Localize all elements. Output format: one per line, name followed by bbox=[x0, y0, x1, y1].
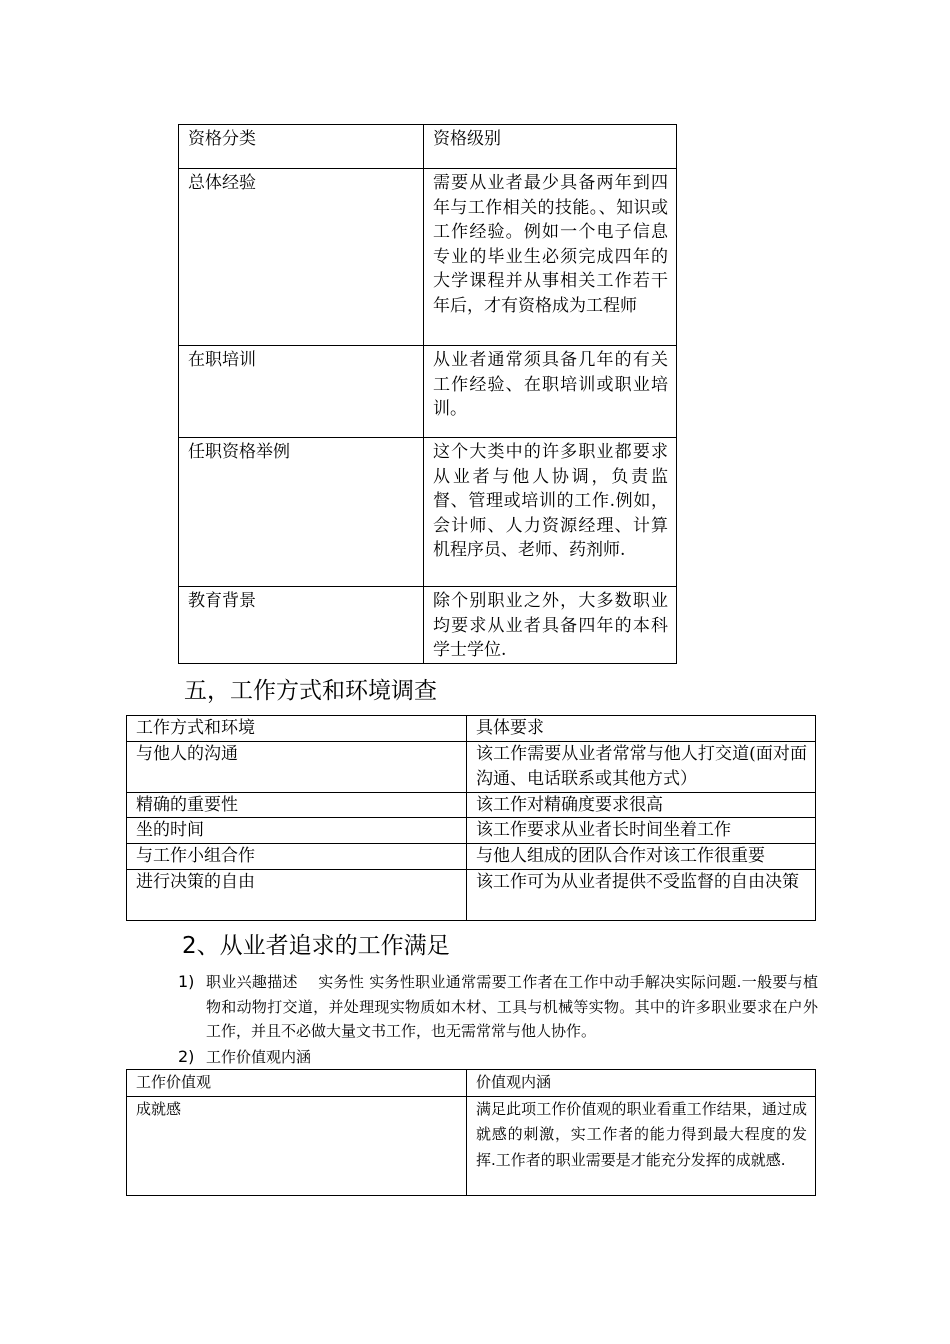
table-header-cell bbox=[127, 1070, 467, 1097]
table-cell bbox=[179, 169, 424, 346]
table-row bbox=[179, 169, 677, 346]
table-cell bbox=[467, 818, 816, 844]
table-header-row bbox=[127, 716, 816, 742]
table-header-cell bbox=[127, 716, 467, 742]
level-text: 从业者通常须具备几年的有关工作经验、在职培训或职业培训。 bbox=[433, 350, 668, 420]
table-cell bbox=[467, 1096, 816, 1195]
table-row bbox=[127, 869, 816, 920]
list-item-text: 职业兴趣描述 实务性 实务性职业通常需要工作者在工作中动手解决实际问题.一般要与植物和动物打交道，并处理现实物质如木材、工具与机械等实物。其中的许多职业要求在户外工作，并且不必做大量文书工作，也无需常常与他人协作。 bbox=[206, 973, 818, 1040]
table-cell bbox=[424, 346, 677, 438]
table-cell bbox=[424, 169, 677, 346]
table-cell bbox=[179, 346, 424, 438]
level-text: 这个大类中的许多职业都要求从业者与他人协调，负责监督、管理或培训的工作.例如，会计师、人力资源经理、计算机程序员、老师、药剂师. bbox=[433, 442, 668, 561]
list-item-number: 1) bbox=[178, 972, 195, 991]
item-text: 进行决策的自由 bbox=[136, 871, 255, 892]
value-text: 成就感 bbox=[136, 1099, 182, 1118]
header-value-meaning: 价值观内涵 bbox=[476, 1073, 552, 1091]
header-qualification-level: 资格级别 bbox=[433, 129, 501, 149]
requirement-text: 该工作需要从业者常常与他人打交道(面对面沟通、电话联系或其他方式） bbox=[476, 744, 807, 789]
header-work-style: 工作方式和环境 bbox=[136, 718, 255, 738]
table-header-cell bbox=[424, 125, 677, 169]
qualification-table bbox=[178, 124, 677, 664]
level-text: 除个别职业之外，大多数职业均要求从业者具备四年的本科学士学位. bbox=[433, 591, 668, 661]
table-header-cell bbox=[467, 716, 816, 742]
item-text: 与工作小组合作 bbox=[136, 846, 255, 867]
item-text: 精确的重要性 bbox=[136, 794, 238, 815]
list-item bbox=[178, 970, 818, 1044]
table-row bbox=[127, 742, 816, 793]
table-cell bbox=[424, 587, 677, 664]
category-text: 教育背景 bbox=[188, 591, 256, 611]
requirement-text: 该工作对精确度要求很高 bbox=[476, 794, 663, 815]
table-cell bbox=[424, 438, 677, 587]
table-cell bbox=[467, 844, 816, 870]
table-cell bbox=[127, 742, 467, 793]
table-row bbox=[127, 1096, 816, 1195]
item-text: 坐的时间 bbox=[136, 820, 204, 841]
table-row bbox=[179, 587, 677, 664]
table-row bbox=[127, 818, 816, 844]
table-header-cell bbox=[467, 1070, 816, 1097]
list-item-text: 工作价值观内涵 bbox=[206, 1048, 312, 1066]
item-text: 与他人的沟通 bbox=[136, 744, 238, 764]
table-row bbox=[127, 844, 816, 870]
table-cell bbox=[127, 1096, 467, 1195]
header-qualification-category: 资格分类 bbox=[188, 129, 256, 149]
table-cell bbox=[179, 438, 424, 587]
table-cell bbox=[467, 742, 816, 793]
section-5-heading: 五，工作方式和环境调查 bbox=[184, 678, 437, 704]
table-cell bbox=[467, 869, 816, 920]
section-2-heading: 2、从业者追求的工作满足 bbox=[182, 933, 450, 959]
category-text: 在职培训 bbox=[188, 350, 256, 370]
meaning-text: 满足此项工作价值观的职业看重工作结果，通过成就感的刺激，实工作者的能力得到最大程度的发挥.工作者的职业需要是才能充分发挥的成就感. bbox=[476, 1099, 807, 1169]
table-row bbox=[179, 346, 677, 438]
table-cell bbox=[127, 792, 467, 818]
requirement-text: 该工作可为从业者提供不受监督的自由决策 bbox=[476, 871, 799, 892]
requirement-text: 与他人组成的团队合作对该工作很重要 bbox=[476, 846, 765, 867]
header-requirement: 具体要求 bbox=[476, 718, 544, 738]
table-cell bbox=[127, 818, 467, 844]
category-text: 总体经验 bbox=[188, 173, 256, 193]
table-row bbox=[127, 792, 816, 818]
work-values-table bbox=[126, 1069, 816, 1196]
table-header-row bbox=[179, 125, 677, 169]
table-header-cell bbox=[179, 125, 424, 169]
table-row bbox=[179, 438, 677, 587]
list-item-number: 2) bbox=[178, 1047, 195, 1066]
list-item bbox=[178, 1045, 818, 1069]
table-cell bbox=[127, 869, 467, 920]
category-text: 任职资格举例 bbox=[188, 442, 290, 462]
requirement-text: 该工作要求从业者长时间坐着工作 bbox=[476, 820, 731, 841]
work-environment-table bbox=[126, 715, 816, 921]
table-cell bbox=[467, 792, 816, 818]
table-header-row bbox=[127, 1070, 816, 1097]
header-work-value: 工作价值观 bbox=[136, 1073, 212, 1091]
level-text: 需要从业者最少具备两年到四年与工作相关的技能。、知识或工作经验。例如一个电子信息专业的毕业生必须完成四年的大学课程并从事相关工作若干年后，才有资格成为工程师 bbox=[433, 173, 668, 316]
table-cell bbox=[127, 844, 467, 870]
table-cell bbox=[179, 587, 424, 664]
